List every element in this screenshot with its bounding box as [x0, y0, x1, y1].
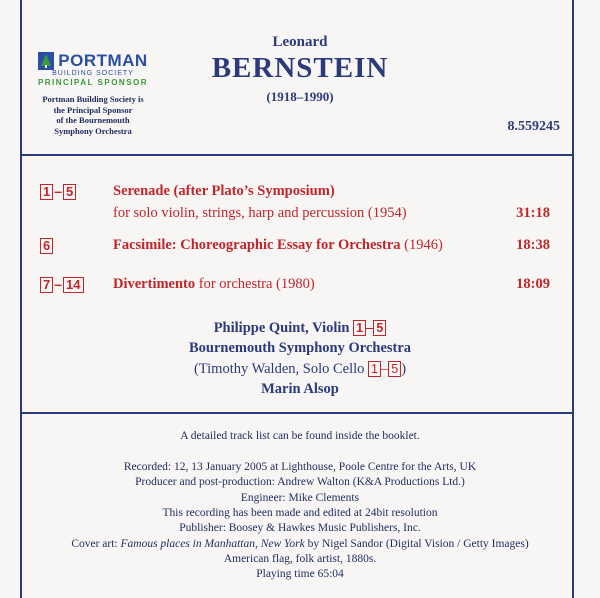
performer-text: Philippe Quint, Violin: [213, 320, 350, 336]
recorded-info: Recorded: 12, 13 January 2005 at Lighthouse, Poole Centre for the Arts, UK: [123, 461, 477, 473]
track-title-text: Facsimile: Choreographic Essay for Orchestra: [113, 237, 401, 253]
track-title-text: Divertimento: [113, 276, 196, 292]
performer-text: (Timothy Walden, Solo Cello: [193, 361, 365, 377]
track-number-box: 6: [40, 238, 53, 254]
track-number-box: 7: [40, 277, 53, 293]
cover-art-title: Famous places in Manhattan, New York: [120, 538, 305, 550]
track-title: [113, 237, 443, 254]
track-title-text: Serenade (after Plato’s Symposium): [113, 183, 335, 199]
cover-art-credit: by Nigel Sandor (Digital Vision / Getty Images): [304, 538, 529, 550]
engineer-info: Engineer: Mike Clements: [240, 492, 360, 504]
track-number-range: 1 – 5: [40, 183, 76, 200]
track-detail: (1946): [400, 237, 443, 253]
performer-conductor: Marin Alsop: [261, 381, 339, 397]
booklet-note: A detailed track list can be found inside the booklet.: [180, 430, 420, 442]
track-number-box: 1: [353, 320, 366, 336]
track-number-box: 5: [388, 361, 401, 377]
track-number-box: 14: [63, 277, 83, 293]
track-number-range: [40, 237, 53, 254]
track-title: [113, 183, 335, 200]
publisher-info: Publisher: Boosey & Hawkes Music Publishers, Inc.: [179, 522, 421, 534]
track-number-box: 1: [40, 184, 53, 200]
producer-info: Producer and post-production: Andrew Walton (K&A Productions Ltd.): [135, 476, 465, 488]
playing-time: Playing time 65:04: [256, 568, 344, 580]
track-subtitle: for solo violin, strings, harp and percussion (1954): [113, 205, 407, 221]
resolution-info: This recording has been made and edited at 24bit resolution: [162, 507, 438, 519]
divider-top: [20, 154, 574, 156]
performer-text: ): [401, 361, 407, 377]
sponsor-note-line: Portman Building Society is: [42, 94, 144, 104]
cover-art-prefix: Cover art:: [71, 538, 121, 550]
sponsor-note-line: of the Bournemouth: [56, 115, 130, 125]
performer-cellist: (Timothy Walden, Solo Cello 1 – 5 ): [193, 361, 407, 377]
track-number-range: 7 – 14: [40, 276, 84, 293]
track-number-box: 5: [373, 320, 386, 336]
track-number-box: 1: [368, 361, 381, 377]
cover-art-info: [0, 538, 600, 550]
track-title: [113, 276, 315, 293]
performer-soloist: Philippe Quint, Violin 1 – 5: [0, 320, 600, 337]
sponsor-note-line: Symphony Orchestra: [54, 125, 132, 136]
composer-dates: (1918–1990): [266, 89, 334, 104]
divider-bottom: [20, 412, 574, 414]
flag-info: American flag, folk artist, 1880s.: [223, 553, 377, 565]
sponsor-logo-sub: BUILDING SOCIETY: [52, 70, 134, 77]
sponsor-note-line: the Principal Sponsor: [53, 104, 133, 115]
track-duration: 18:09: [516, 276, 550, 292]
catalog-number: 8.559245: [507, 119, 560, 134]
performer-orchestra: Bournemouth Symphony Orchestra: [188, 340, 412, 356]
composer-first-name: Leonard: [272, 34, 328, 50]
sponsor-logo-name: PORTMAN: [58, 51, 148, 70]
track-duration: 18:38: [516, 237, 550, 253]
principal-sponsor-label: PRINCIPAL SPONSOR: [37, 78, 149, 87]
composer-last-name: BERNSTEIN: [211, 52, 389, 84]
track-number-box: 5: [63, 184, 76, 200]
track-duration: 31:18: [516, 205, 550, 221]
track-detail: for orchestra (1980): [195, 276, 315, 292]
